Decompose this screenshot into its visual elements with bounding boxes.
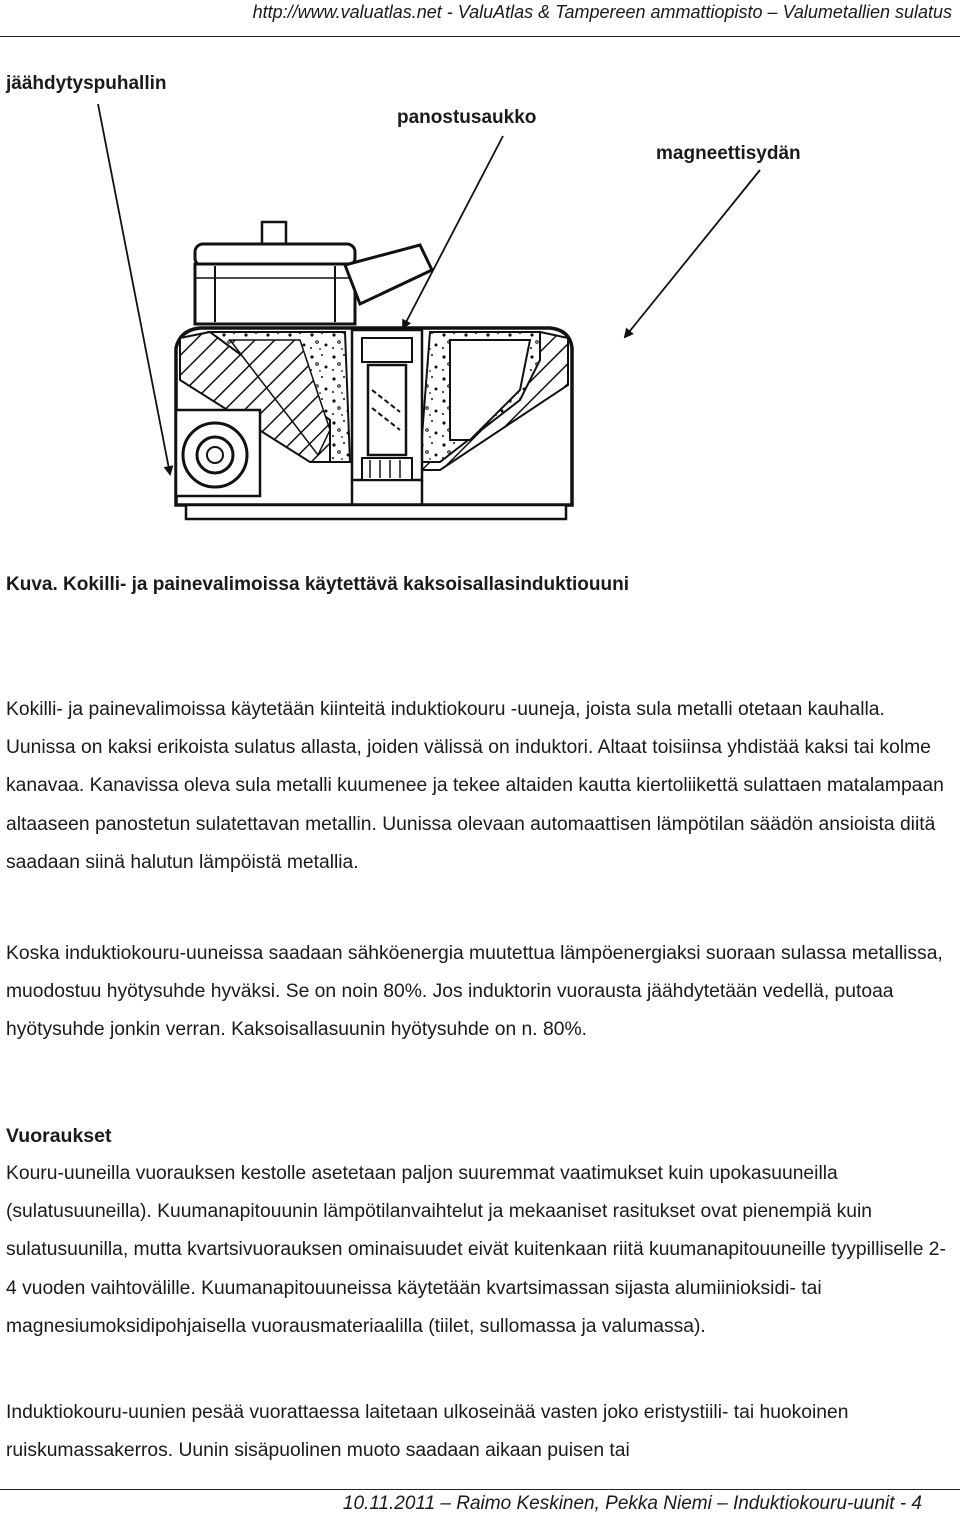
paragraph-4: Induktiokouru-uunien pesää vuorattaessa laitetaan ulkoseinää vasten joko eristystiili- tai huokoinen ruiskumassakerros. Uunin sisäpuolinen muoto saadaan aikaan puisen tai [6, 1402, 849, 1462]
inductor-core [352, 330, 422, 505]
label-cooling-fan: jäähdytyspuhallin [6, 73, 167, 94]
cover-cylinder [195, 222, 355, 324]
footer-divider [0, 1489, 960, 1490]
pointer-arrow-cooling-fan [98, 104, 170, 474]
paragraph-2: Koska induktiokouru-uuneissa saadaan sähköenergia muutettua lämpöenergiaksi suoraan sulassa metallissa, muodostuu hyötysuhde hyväksi. Se on noin 80%. Jos induktorin vuorausta jäähdytetään vedellä, putoaa hyötysuhde jonkin verran. Kaksoisallasuunin hyötysuhde on n. 80%. [6, 943, 943, 1041]
charging-opening-chute [345, 245, 432, 304]
paragraph-3: Kouru-uuneilla vuorauksen kestolle asetetaan paljon suuremmat vaatimukset kuin upokasuuneilla (sulatusuuneilla). Kuumanapitouunin lämpötilanvaihtelut ja mekaaniset rasitukset ovat pienempiä kuin sulatusuunilla, mutta kvartsivuorauksen ominaisuudet eivät kuitenkaan riitä kuumanapitouuneille tyypilliselle 2-4 vuoden vaihtovälille. Kuumanapitouuneissa käytetään kvartsimassan sijasta alumiinioksidi- tai magnesiumoksidipohjaisella vuorausmateriaalilla (tiilet, sullomassa ja valumassa). [6, 1163, 946, 1337]
label-charging-opening: panostusaukko [397, 107, 537, 128]
paragraph-1: Kokilli- ja painevalimoissa käytetään kiinteitä induktiokouru -uuneja, joista sula metalli otetaan kauhalla. Uunissa on kaksi erikoista sulatus allasta, joiden välissä on induktori. Altaat toisiinsa yhdistää kaksi tai kolme kanavaa. Kanavissa oleva sula metalli kuumenee ja tekee altaiden kautta kiertoliikettä sulattaen matalampaan altaaseen panostetun sulatettavan metallin. Uunissa olevaan automaattisen lämpötilan säädön ansioista diitä saadaan siinä halutun lämpöistä metallia. [6, 699, 944, 873]
pointer-arrow-charging-opening [403, 136, 503, 328]
section-heading-vuoraukset: Vuoraukset [6, 1125, 112, 1147]
header-source-line: http://www.valuatlas.net - ValuAtlas & Tampereen ammattiopisto – Valumetallien sulatus [252, 2, 952, 22]
pointer-arrow-magnetic-core [625, 170, 760, 337]
label-magnetic-core: magneettisydän [656, 143, 801, 164]
figure-caption: Kuva. Kokilli- ja painevalimoissa käytettävä kaksoisallasinduktiouuni [6, 574, 630, 595]
page-footer: 10.11.2011 – Raimo Keskinen, Pekka Niemi – Induktiokouru-uunit - 4 [342, 1493, 922, 1514]
cooling-fan [176, 410, 260, 496]
